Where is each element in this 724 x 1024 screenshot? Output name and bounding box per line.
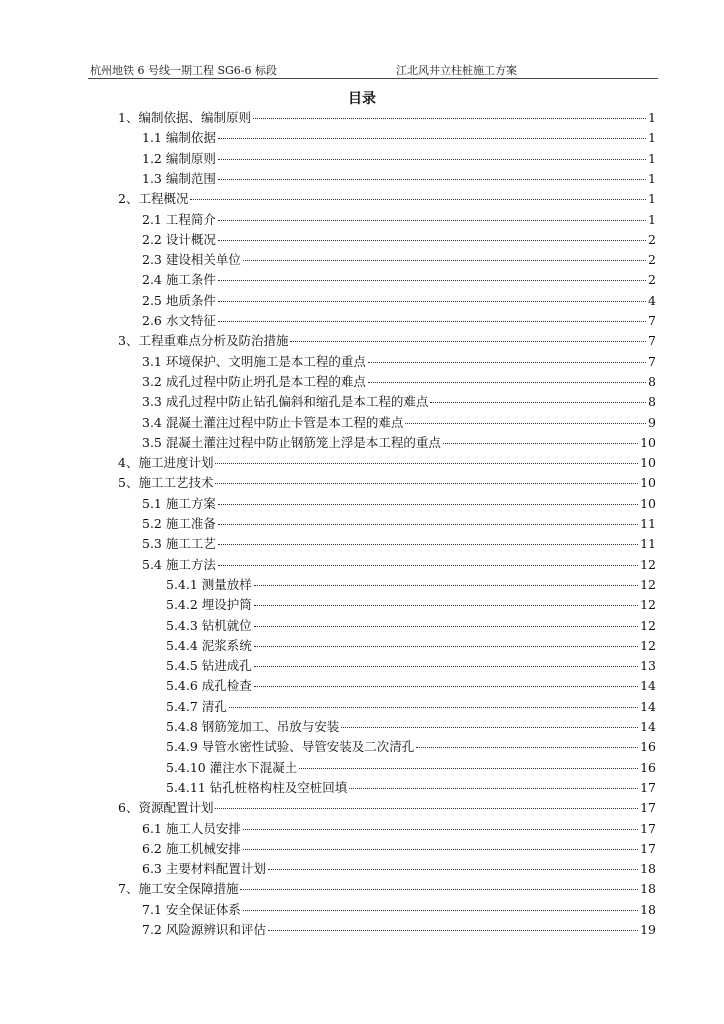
toc-dot-leader (218, 220, 646, 221)
toc-dot-leader (218, 159, 646, 160)
toc-dot-leader (368, 362, 646, 363)
toc-entry-title: 5.1 施工方案 (142, 495, 216, 511)
toc-dot-leader (240, 889, 638, 890)
toc-entry-title: 1.2 编制原则 (142, 150, 216, 166)
toc-dot-leader (349, 788, 638, 789)
toc-entry-title: 5.4.3 钻机就位 (166, 617, 252, 633)
toc-entry[interactable] (118, 453, 656, 473)
toc-dot-leader (416, 747, 638, 748)
toc-entry-page-number: 17 (640, 820, 656, 836)
toc-entry-title: 2.3 建设相关单位 (142, 252, 241, 268)
toc-entry[interactable] (166, 717, 656, 737)
toc-dot-leader (430, 402, 646, 403)
toc-entry-title: 5.4.4 泥浆系统 (166, 637, 252, 653)
toc-entry[interactable] (142, 534, 656, 554)
toc-entry-page-number: 18 (640, 881, 656, 897)
toc-entry-title: 2、工程概况 (118, 191, 189, 207)
toc-entry[interactable] (118, 879, 656, 899)
toc-entry-page-number: 1 (648, 211, 656, 227)
toc-entry-title: 1.3 编制范围 (142, 170, 216, 186)
toc-entry-page-number: 17 (640, 800, 656, 816)
toc-entry[interactable] (142, 352, 656, 372)
toc-dot-leader (254, 605, 638, 606)
toc-entry-page-number: 4 (648, 292, 656, 308)
toc-entry-title: 5.2 施工准备 (142, 516, 216, 531)
toc-entry[interactable] (142, 392, 656, 412)
toc-entry-title: 5.4.7 清孔 (166, 698, 227, 714)
toc-entry-page-number: 1 (648, 110, 656, 125)
toc-entry-title: 3.5 混凝土灌注过程中防止钢筋笼上浮是本工程的重点 (142, 434, 441, 450)
toc-entry[interactable] (142, 372, 656, 392)
toc-entry[interactable] (142, 311, 656, 331)
toc-entry[interactable] (142, 494, 656, 514)
toc-entry-page-number: 14 (640, 698, 656, 714)
header-document-title: 江北风井立柱桩施工方案 (396, 64, 517, 77)
toc-dot-leader (268, 869, 638, 870)
toc-entry-title: 7.1 安全保证体系 (142, 901, 241, 917)
toc-dot-leader (254, 666, 638, 667)
toc-entry[interactable] (118, 331, 656, 351)
toc-entry[interactable] (166, 575, 656, 595)
toc-entry-page-number: 18 (640, 901, 656, 917)
toc-dot-leader (243, 910, 638, 911)
toc-dot-leader (253, 118, 646, 119)
toc-entry[interactable] (142, 819, 656, 839)
toc-entry-title: 6.3 主要材料配置计划 (142, 861, 266, 877)
toc-entry-title: 5.4.8 钢筋笼加工、吊放与安装 (166, 719, 340, 734)
toc-entry-title: 5.3 施工工艺 (142, 536, 216, 552)
toc-entry-page-number: 1 (648, 150, 656, 166)
toc-entry-title: 2.1 工程简介 (142, 211, 216, 227)
toc-dot-leader (215, 808, 638, 809)
toc-dot-leader (218, 179, 646, 180)
toc-entry-page-number: 8 (648, 394, 656, 410)
toc-entry-page-number: 11 (640, 516, 656, 531)
toc-title: 目录 (348, 91, 376, 107)
toc-entry-title: 5.4.2 埋设护筒 (166, 597, 252, 613)
toc-entry[interactable] (142, 555, 656, 575)
toc-dot-leader (254, 585, 638, 586)
toc-dot-leader (290, 341, 646, 342)
toc-entry-title: 6.2 施工机械安排 (142, 840, 241, 856)
toc-entry-title: 5.4.10 灌注水下混凝土 (166, 759, 298, 775)
toc-entry-page-number: 11 (640, 536, 656, 552)
toc-dot-leader (218, 504, 638, 505)
toc-dot-leader (254, 646, 638, 647)
toc-entry[interactable] (142, 210, 656, 230)
toc-dot-leader (299, 768, 638, 769)
toc-entry[interactable] (166, 616, 656, 636)
toc-dot-leader (368, 382, 646, 383)
toc-entry-page-number: 1 (648, 170, 656, 186)
toc-entry-page-number: 7 (648, 333, 656, 349)
toc-entry-page-number: 8 (648, 373, 656, 389)
toc-entry[interactable] (142, 291, 656, 311)
toc-entry-page-number: 14 (640, 678, 656, 694)
toc-entry-title: 3.4 混凝土灌注过程中防止卡管是本工程的难点 (142, 414, 404, 430)
toc-dot-leader (268, 930, 638, 931)
toc-entry[interactable] (166, 636, 656, 656)
toc-dot-leader (218, 321, 646, 322)
toc-entry-page-number: 17 (640, 840, 656, 856)
toc-dot-leader (218, 138, 646, 139)
toc-entry-title: 3.3 成孔过程中防止钻孔偏斜和缩孔是本工程的难点 (142, 394, 429, 410)
toc-entry-page-number: 17 (640, 779, 656, 795)
toc-entry-title: 5、施工工艺技术 (118, 475, 214, 491)
toc-entry-page-number: 1 (648, 191, 656, 207)
toc-dot-leader (254, 626, 638, 627)
toc-entry-title: 2.4 施工条件 (142, 272, 216, 288)
toc-entry[interactable] (142, 839, 656, 859)
toc-entry-title: 3、工程重难点分析及防治措施 (118, 333, 289, 349)
toc-entry-page-number: 2 (648, 231, 656, 247)
toc-dot-leader (215, 483, 638, 484)
toc-entry-page-number: 12 (640, 637, 656, 653)
toc-entry-title: 2.6 水文特征 (142, 313, 216, 328)
toc-entry-page-number: 2 (648, 272, 656, 288)
toc-entry-title: 5.4.6 成孔检查 (166, 678, 252, 694)
toc-entry[interactable] (166, 758, 656, 778)
toc-entry-title: 5.4 施工方法 (142, 556, 216, 572)
toc-entry[interactable] (142, 920, 656, 940)
toc-dot-leader (229, 707, 638, 708)
toc-entry-page-number: 12 (640, 556, 656, 572)
toc-entry-title: 3.2 成孔过程中防止坍孔是本工程的难点 (142, 373, 366, 389)
toc-entry-title: 7.2 风险源辨识和评估 (142, 922, 266, 937)
toc-dot-leader (218, 544, 638, 545)
toc-entry[interactable] (166, 737, 656, 757)
toc-entry[interactable] (142, 230, 656, 250)
toc-entry[interactable] (118, 473, 656, 493)
toc-entry[interactable] (118, 798, 656, 818)
toc-entry[interactable] (142, 128, 656, 148)
toc-dot-leader (218, 565, 638, 566)
toc-dot-leader (243, 260, 646, 261)
toc-entry[interactable] (142, 413, 656, 433)
toc-entry-page-number: 2 (648, 252, 656, 268)
toc-entry[interactable] (118, 108, 656, 128)
toc-entry[interactable] (142, 169, 656, 189)
toc-entry-title: 2.5 地质条件 (142, 292, 216, 308)
toc-entry-page-number: 10 (640, 475, 656, 491)
toc-entry[interactable] (166, 697, 656, 717)
toc-dot-leader (218, 301, 646, 302)
toc-entry-page-number: 7 (648, 353, 656, 369)
toc-entry[interactable] (142, 270, 656, 290)
toc-entry[interactable] (142, 900, 656, 920)
toc-entry[interactable] (118, 189, 656, 209)
toc-dot-leader (341, 727, 638, 728)
toc-entry[interactable] (166, 656, 656, 676)
toc-dot-leader (443, 443, 638, 444)
toc-entry-title: 7、施工安全保障措施 (118, 881, 239, 897)
toc-entry-page-number: 10 (640, 455, 656, 471)
toc-dot-leader (215, 463, 638, 464)
toc-entry[interactable] (142, 433, 656, 453)
toc-entry-title: 3.1 环境保护、文明施工是本工程的重点 (142, 353, 366, 369)
toc-entry-page-number: 13 (640, 658, 656, 674)
toc-entry[interactable] (166, 676, 656, 696)
toc-entry-page-number: 19 (640, 922, 656, 937)
header-project-name: 杭州地铁 6 号线一期工程 SG6-6 标段 (90, 64, 278, 77)
toc-dot-leader (190, 199, 646, 200)
toc-entry[interactable] (142, 149, 656, 169)
toc-entry-page-number: 12 (640, 576, 656, 592)
toc-dot-leader (405, 423, 646, 424)
toc-entry-title: 5.4.9 导管水密性试验、导管安装及二次清孔 (166, 739, 415, 755)
toc-entry-title: 5.4.1 测量放样 (166, 576, 252, 592)
toc-entry[interactable] (166, 595, 656, 615)
toc-entry-page-number: 10 (640, 495, 656, 511)
toc-entry-page-number: 14 (640, 719, 656, 734)
toc-entry-page-number: 12 (640, 597, 656, 613)
page-header (88, 58, 658, 79)
toc-entry[interactable] (166, 778, 656, 798)
toc-entry-title: 4、施工进度计划 (118, 455, 214, 471)
toc-entry-page-number: 9 (648, 414, 656, 430)
toc-entry-page-number: 1 (648, 130, 656, 146)
toc-entry-page-number: 18 (640, 861, 656, 877)
toc-entry-page-number: 10 (640, 434, 656, 450)
toc-entry-page-number: 12 (640, 617, 656, 633)
toc-entry-title: 5.4.5 钻进成孔 (166, 658, 252, 674)
toc-entry-title: 6、资源配置计划 (118, 800, 214, 816)
toc-dot-leader (243, 849, 638, 850)
toc-entry-title: 1、编制依据、编制原则 (118, 110, 251, 125)
toc-entry[interactable] (142, 250, 656, 270)
toc-dot-leader (218, 240, 646, 241)
toc-entry-page-number: 7 (648, 313, 656, 328)
toc-dot-leader (254, 686, 638, 687)
toc-entry-title: 5.4.11 钻孔桩格构柱及空桩回填 (166, 779, 348, 795)
toc-dot-leader (243, 829, 638, 830)
toc-entry-title: 1.1 编制依据 (142, 130, 216, 146)
toc-entry[interactable] (142, 514, 656, 534)
toc-entry-title: 2.2 设计概况 (142, 231, 216, 247)
toc-entry-title: 6.1 施工人员安排 (142, 820, 241, 836)
toc-entry-page-number: 16 (640, 739, 656, 755)
toc-entry[interactable] (142, 859, 656, 879)
toc-dot-leader (218, 280, 646, 281)
toc-entry-page-number: 16 (640, 759, 656, 775)
toc-dot-leader (218, 524, 638, 525)
